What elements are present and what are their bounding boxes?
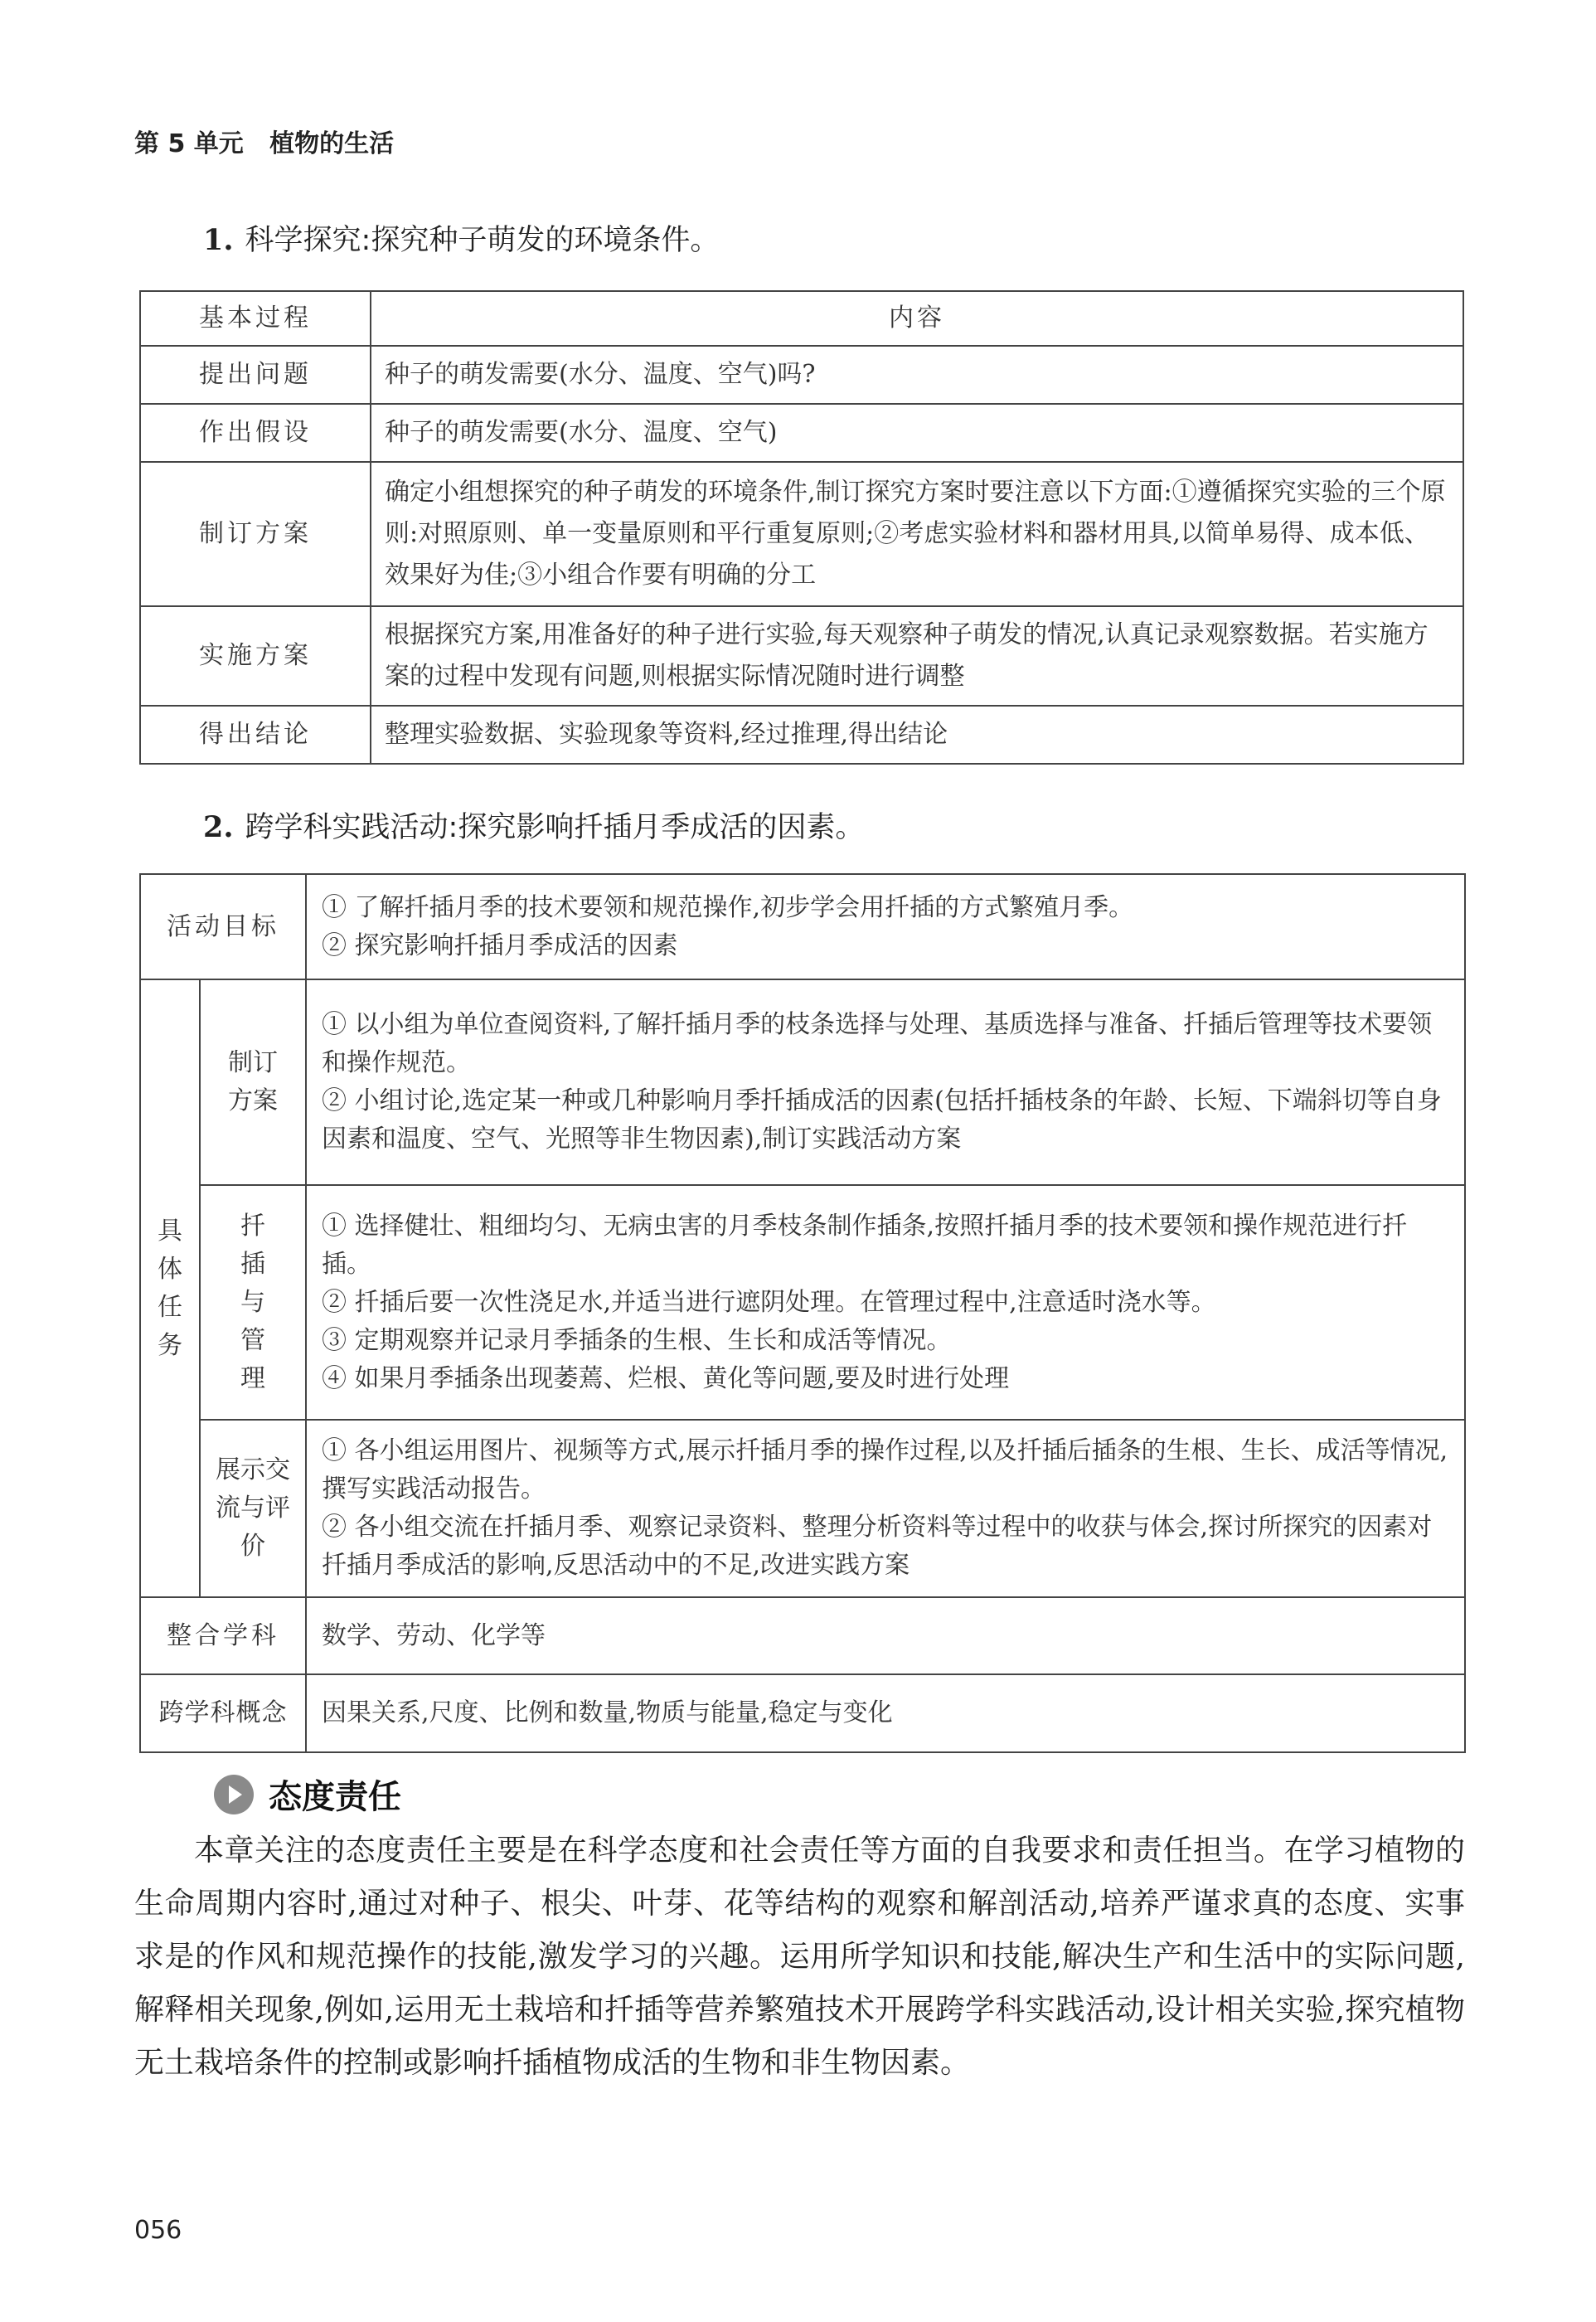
table-row [140,606,1463,706]
section1-number: 1. [203,223,234,257]
step-content: 整理实验数据、实验现象等资料,经过推理,得出结论 [371,706,1463,764]
task-content [306,1420,1465,1597]
goal-item: ① 了解扦插月季的技术要领和规范操作,初步学会用扦插的方式繁殖月季。 [322,892,1134,922]
table-row [140,1420,1465,1597]
attitude-heading [214,1771,401,1818]
inquiry-table [139,290,1464,765]
practice-activity-table [139,873,1466,1753]
step-label: 实施方案 [140,606,371,706]
task-item: ③ 定期观察并记录月季插条的生根、生长和成活等情况。 [322,1325,952,1355]
table-header-row [140,291,1463,346]
table-row [140,404,1463,462]
unit-title: 植物的生活 [269,129,395,158]
table-row [140,1674,1465,1752]
unit-label: 第 5 单元 [134,129,244,158]
task-label-text: 展示交流与评价 [216,1455,290,1561]
attitude-paragraph: 本章关注的态度责任主要是在科学态度和社会责任等方面的自我要求和责任担当。在学习植物的生命周期内容时,通过对种子、根尖、叶芽、花等结构的观察和解剖活动,培养严谨求真的态度、实事求是的作风和规范操作的技能,激发学习的兴趣。运用所学知识和技能,解决生产和生活中的实际问题,解释相关现象,例如,运用无土栽培和扦插等营养繁殖技术开展跨学科实践活动,设计相关实验,探究植物无土栽培条件的控制或影响扦插植物成活的生物和非生物因素。 [134,1834,1465,2080]
table-row [140,706,1463,764]
table-row [140,346,1463,404]
table-row [140,1185,1465,1420]
task-item: ① 选择健壮、粗细均匀、无病虫害的月季枝条制作插条,按照扦插月季的技术要领和操作规范进行扦插。 [322,1211,1408,1279]
table-row [140,979,1465,1185]
table-row [140,1597,1465,1674]
table-row [140,874,1465,979]
goal-item: ② 探究影响扦插月季成活的因素 [322,930,678,960]
step-label: 作出假设 [140,404,371,462]
task-content [306,1185,1465,1420]
play-arrow-icon [214,1775,254,1814]
task-item: ② 扦插后要一次性浇足水,并适当进行遮阴处理。在管理过程中,注意适时浇水等。 [322,1287,1216,1317]
section2-title-text: 跨学科实践活动:探究影响扦插月季成活的因素。 [245,811,865,844]
task-label-text: 制订方案 [228,1048,278,1115]
task-item: ① 各小组运用图片、视频等方式,展示扦插月季的操作过程,以及扦插后插条的生根、生长、成活等情况,撰写实践活动报告。 [322,1436,1448,1503]
concepts-label: 跨学科概念 [140,1674,306,1752]
section2-number: 2. [203,810,234,844]
section2-title [203,804,864,846]
task-item: ② 各小组交流在扦插月季、观察记录资料、整理分析资料等过程中的收获与体会,探讨所探究的因素对扦插月季成活的影响,反思活动中的不足,改进实践方案 [322,1513,1433,1580]
step-content: 根据探究方案,用准备好的种子进行实验,每天观察种子萌发的情况,认真记录观察数据。若实施方案的过程中发现有问题,则根据实际情况随时进行调整 [371,606,1463,706]
step-label: 制订方案 [140,462,371,606]
step-label: 提出问题 [140,346,371,404]
section1-title [203,217,719,259]
table-row [140,462,1463,606]
activity-goal-content [306,874,1465,979]
step-content: 种子的萌发需要(水分、温度、空气) [371,404,1463,462]
page-number: 056 [134,2216,182,2245]
task-label [200,1185,306,1420]
task-label [200,1420,306,1597]
task-label [200,979,306,1185]
task-label-text: 扦插与管理 [240,1211,265,1393]
subjects-content: 数学、劳动、化学等 [306,1597,1465,1674]
attitude-heading-text: 态度责任 [269,1778,401,1816]
specific-tasks-label-text: 具体任务 [158,1216,182,1360]
section1-title-text: 科学探究:探究种子萌发的环境条件。 [245,224,720,257]
task-item: ④ 如果月季插条出现萎蔫、烂根、黄化等问题,要及时进行处理 [322,1363,1010,1393]
specific-tasks-label [140,979,200,1597]
step-label: 得出结论 [140,706,371,764]
concepts-content: 因果关系,尺度、比例和数量,物质与能量,稳定与变化 [306,1674,1465,1752]
page-header [134,123,394,159]
column-header-content: 内容 [371,291,1463,346]
subjects-label: 整合学科 [140,1597,306,1674]
task-item: ① 以小组为单位查阅资料,了解扦插月季的枝条选择与处理、基质选择与准备、扦插后管理等技术要领和操作规范。 [322,1010,1433,1077]
task-item: ② 小组讨论,选定某一种或几种影响月季扦插成活的因素(包括扦插枝条的年龄、长短、下端斜切等自身因素和温度、空气、光照等非生物因素),制订实践活动方案 [322,1086,1442,1154]
step-content: 确定小组想探究的种子萌发的环境条件,制订探究方案时要注意以下方面:①遵循探究实验的三个原则:对照原则、单一变量原则和平行重复原则;②考虑实验材料和器材用具,以简单易得、成本低、效果好为佳;③小组合作要有明确的分工 [371,462,1463,606]
activity-goal-label: 活动目标 [140,874,306,979]
task-content [306,979,1465,1185]
column-header-step: 基本过程 [140,291,371,346]
step-content: 种子的萌发需要(水分、温度、空气)吗? [371,346,1463,404]
